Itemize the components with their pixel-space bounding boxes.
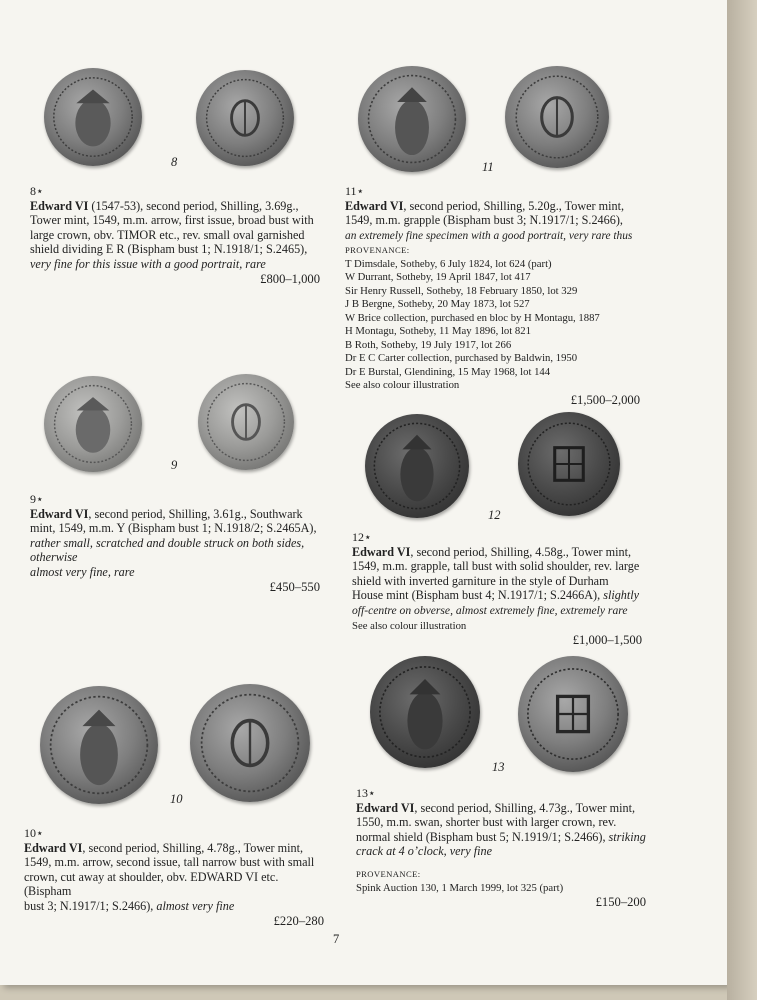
figure-number-9: 9 xyxy=(171,458,178,472)
coin-8-obverse-image xyxy=(44,68,142,166)
lot-8-name: Edward VI xyxy=(30,198,89,213)
lot-13-description: Edward VI, second period, Shilling, 4.73g., Tower mint, 1550, m.m. swan, shorter bust with larger crown, rev. normal shield (Bispham bust 5; N.1919/1; S.2466), striking crack at 4 o’clock, very fine xyxy=(356,800,646,859)
coin-9-obverse-image xyxy=(44,376,142,472)
lot-11-see-also: See also colour illustration xyxy=(345,379,460,392)
lot-9-name: Edward VI xyxy=(30,506,89,521)
lot-10-entry xyxy=(24,826,324,928)
coin-12-reverse-image xyxy=(518,412,620,516)
provenance-item: Sir Henry Russell, Sotheby, 18 February 1850, lot 329 xyxy=(345,284,578,297)
provenance-item: W Durrant, Sotheby, 19 April 1847, lot 417 xyxy=(345,271,531,284)
lot-11-number: 11⋆ xyxy=(345,184,365,198)
figure-number-13: 13 xyxy=(492,760,505,774)
lot-11-entry xyxy=(345,184,640,408)
lot-10-price: £220–280 xyxy=(273,913,324,928)
lot-10-description: Edward VI, second period, Shilling, 4.78g., Tower mint, 1549, m.m. arrow, second issue, tall narrow bust with small crown, cut away at shoulder, obv. EDWARD VI etc. (Bispham bust 3; N.1917/1; S.2466), almost very fine xyxy=(24,840,315,913)
lot-12-price: £1,000–1,500 xyxy=(572,633,642,648)
figure-number-12: 12 xyxy=(488,508,501,522)
lot-12-see-also: See also colour illustration xyxy=(352,619,467,632)
lot-13-provenance-heading: PROVENANCE: xyxy=(356,868,421,879)
lot-8-entry xyxy=(30,184,320,286)
lot-11-name: Edward VI xyxy=(345,198,404,213)
coin-12-obverse-image xyxy=(365,414,469,518)
lot-8-description: Edward VI (1547-53), second period, Shilling, 3.69g., Tower mint, 1549, m.m. arrow, first issue, broad bust with large crown, obv. TIMOR etc., rev. small oval garnished shield dividing E R (Bispham bust 1; N.1918/1; S.2465), very fine for this issue with a good portrait, rare xyxy=(30,198,314,271)
coin-10-obverse-image xyxy=(40,686,158,804)
coin-11-reverse-image xyxy=(505,66,609,168)
lot-12-name: Edward VI xyxy=(352,544,411,559)
provenance-item: J B Bergne, Sotheby, 20 May 1873, lot 527 xyxy=(345,298,530,311)
lot-13-price: £150–200 xyxy=(595,895,646,910)
lot-8-price: £800–1,000 xyxy=(260,271,320,286)
coin-10-reverse-image xyxy=(190,684,310,802)
provenance-item: B Roth, Sotheby, 19 July 1917, lot 266 xyxy=(345,338,512,351)
figure-number-8: 8 xyxy=(171,155,178,169)
figure-number-11: 11 xyxy=(482,160,494,174)
lot-9-description: Edward VI, second period, Shilling, 3.61g., Southwark mint, 1549, m.m. Y (Bispham bust 1; N.1918/2; S.2465A), rather small, scratched and double struck on both sides, otherwise almost very fine, rare xyxy=(30,506,317,579)
lot-11-description: Edward VI, second period, Shilling, 5.20g., Tower mint, 1549, m.m. grapple (Bispham bust 3; N.1917/1; S.2466), an extremely fine specimen with a good portrait, very rare thus xyxy=(345,198,633,242)
provenance-item: Dr E Burstal, Glendining, 15 May 1968, lot 144 xyxy=(345,365,551,378)
lot-9-number: 9⋆ xyxy=(30,492,44,506)
lot-12-entry xyxy=(352,530,642,648)
lot-11-provenance-list xyxy=(345,258,640,393)
lot-10-number: 10⋆ xyxy=(24,826,44,840)
lot-13-number: 13⋆ xyxy=(356,786,376,800)
provenance-item: T Dimsdale, Sotheby, 6 July 1824, lot 624 (part) xyxy=(345,257,552,270)
lot-10-name: Edward VI xyxy=(24,840,83,855)
lot-8-condition: very fine for this issue with a good portrait, rare xyxy=(30,256,266,271)
lot-13-name: Edward VI xyxy=(356,800,415,815)
lot-12-description: Edward VI, second period, Shilling, 4.58g., Tower mint, 1549, m.m. grapple, tall bust with solid shoulder, rev. large shield with inverted garniture in the style of Durham House mint (Bispham bust 4; N.1917/1; S.2466A), slightly off-centre on obverse, almost extremely fine, extremely rare xyxy=(352,544,640,617)
lot-11-provenance-heading: PROVENANCE: xyxy=(345,245,410,256)
page-number: 7 xyxy=(333,932,340,946)
coin-13-reverse-image xyxy=(518,656,628,772)
provenance-item: H Montagu, Sotheby, 11 May 1896, lot 821 xyxy=(345,325,531,338)
lot-13-entry xyxy=(356,786,646,910)
coin-13-obverse-image xyxy=(370,656,480,768)
page-edge-shadow xyxy=(727,0,757,1000)
coin-8-reverse-image xyxy=(196,70,294,166)
lot-11-price: £1,500–2,000 xyxy=(570,392,640,407)
lot-8-number: 8⋆ xyxy=(30,184,44,198)
lot-9-entry xyxy=(30,492,320,594)
figure-number-10: 10 xyxy=(170,792,183,806)
lot-11-condition: an extremely fine specimen with a good portrait, very rare thus xyxy=(345,229,633,242)
lot-9-price: £450–550 xyxy=(269,579,320,594)
lot-10-condition: almost very fine xyxy=(156,898,235,913)
coin-9-reverse-image xyxy=(198,374,294,470)
provenance-item: W Brice collection, purchased en bloc by H Montagu, 1887 xyxy=(345,311,600,324)
provenance-item: Spink Auction 130, 1 March 1999, lot 325 (part) xyxy=(356,881,564,894)
coin-11-obverse-image xyxy=(358,66,466,172)
provenance-item: Dr E C Carter collection, purchased by Baldwin, 1950 xyxy=(345,352,578,365)
lot-13-provenance-list xyxy=(356,882,646,896)
lot-12-number: 12⋆ xyxy=(352,530,372,544)
